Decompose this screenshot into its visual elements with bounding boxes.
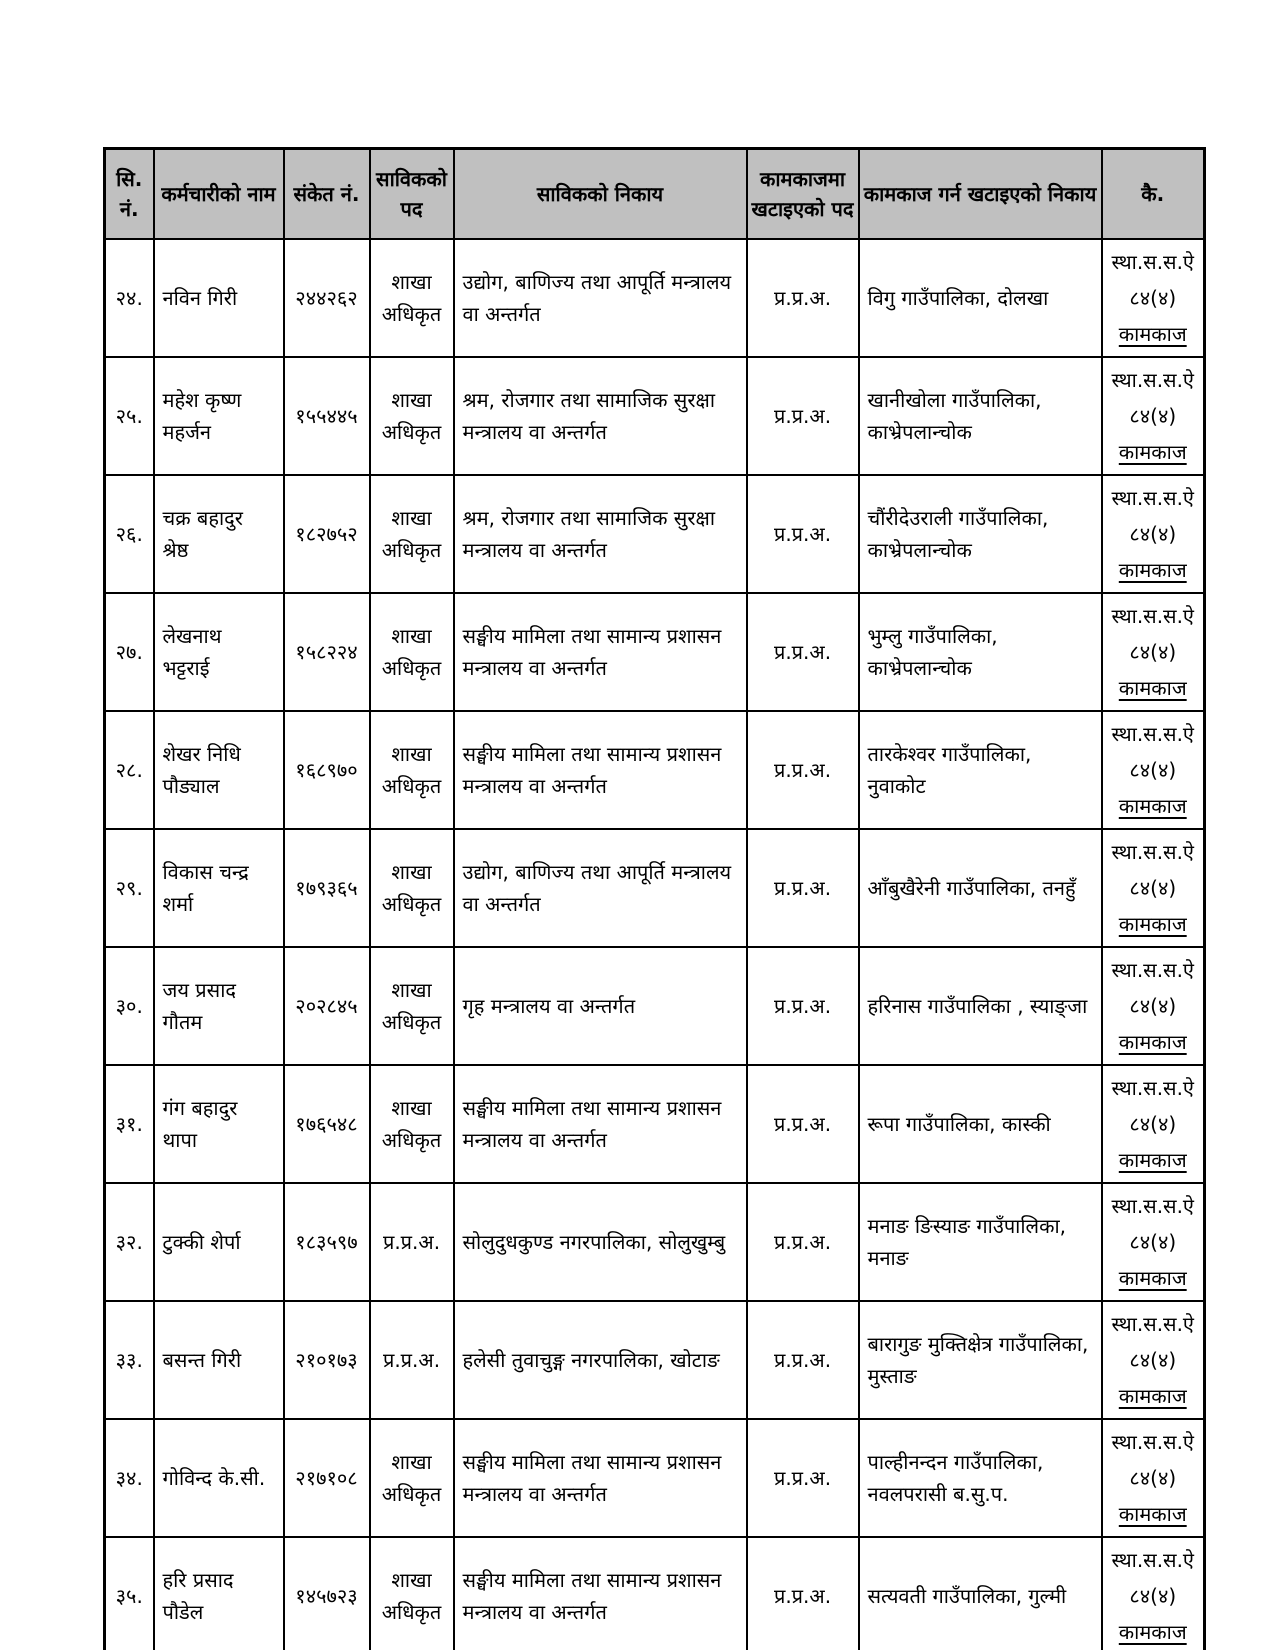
cell-code-number: १७९३६५ (284, 829, 370, 947)
cell-employee-name: गोविन्द के.सी. (154, 1419, 284, 1537)
remark-line: स्था.स.स.ऐ (1111, 367, 1194, 392)
remark-line: ८४(४) (1129, 875, 1177, 900)
cell-former-office: सङ्घीय मामिला तथा सामान्य प्रशासन मन्त्रालय वा अन्तर्गत (454, 593, 747, 711)
remark-line: ८४(४) (1129, 521, 1177, 546)
remark-line: स्था.स.स.ऐ (1111, 1075, 1194, 1100)
cell-former-office: सङ्घीय मामिला तथा सामान्य प्रशासन मन्त्रालय वा अन्तर्गत (454, 711, 747, 829)
cell-employee-name: बसन्त गिरी (154, 1301, 284, 1419)
table-row (105, 711, 1205, 829)
table-row (105, 1537, 1205, 1650)
cell-former-post: प्र.प्र.अ. (370, 1183, 454, 1301)
remark-line: ८४(४) (1129, 1111, 1177, 1136)
cell-remark (1102, 1301, 1205, 1419)
cell-assigned-post: प्र.प्र.अ. (747, 947, 859, 1065)
cell-former-post: शाखा अधिकृत (370, 711, 454, 829)
remark-line: कामकाज (1118, 1619, 1187, 1644)
cell-code-number: १८३५९७ (284, 1183, 370, 1301)
remark-line: ८४(४) (1129, 1583, 1177, 1608)
cell-former-post: शाखा अधिकृत (370, 239, 454, 357)
remark-line: कामकाज (1118, 675, 1187, 700)
cell-assigned-office: विगु गाउँपालिका, दोलखा (859, 239, 1102, 357)
header-code-number: संकेत नं. (284, 149, 370, 239)
cell-assigned-office: भुम्लु गाउँपालिका, काभ्रेपलान्चोक (859, 593, 1102, 711)
remark-line: ८४(४) (1129, 285, 1177, 310)
remark-line: स्था.स.स.ऐ (1111, 485, 1194, 510)
cell-former-office: सङ्घीय मामिला तथा सामान्य प्रशासन मन्त्रालय वा अन्तर्गत (454, 1419, 747, 1537)
header-row (105, 149, 1205, 239)
header-employee-name: कर्मचारीको नाम (154, 149, 284, 239)
cell-former-office: सङ्घीय मामिला तथा सामान्य प्रशासन मन्त्रालय वा अन्तर्गत (454, 1065, 747, 1183)
cell-remark (1102, 1419, 1205, 1537)
cell-former-office: हलेसी तुवाचुङ्ग नगरपालिका, खोटाङ (454, 1301, 747, 1419)
remark-line: स्था.स.स.ऐ (1111, 1193, 1194, 1218)
cell-employee-name: जय प्रसाद गौतम (154, 947, 284, 1065)
cell-code-number: २०२८४५ (284, 947, 370, 1065)
cell-assigned-post: प्र.प्र.अ. (747, 1183, 859, 1301)
table-row (105, 593, 1205, 711)
cell-employee-name: लेखनाथ भट्टराई (154, 593, 284, 711)
cell-employee-name: शेखर निधि पौड्याल (154, 711, 284, 829)
cell-assigned-post: प्र.प्र.अ. (747, 829, 859, 947)
cell-code-number: २४४२६२ (284, 239, 370, 357)
cell-serial-number: ३४. (105, 1419, 154, 1537)
cell-assigned-post: प्र.प्र.अ. (747, 475, 859, 593)
cell-assigned-post: प्र.प्र.अ. (747, 357, 859, 475)
header-former-office: साविकको निकाय (454, 149, 747, 239)
table-row (105, 475, 1205, 593)
cell-remark (1102, 1183, 1205, 1301)
cell-code-number: १५५४४५ (284, 357, 370, 475)
cell-serial-number: ३१. (105, 1065, 154, 1183)
cell-assigned-post: प्र.प्र.अ. (747, 711, 859, 829)
cell-employee-name: नविन गिरी (154, 239, 284, 357)
cell-former-office: श्रम, रोजगार तथा सामाजिक सुरक्षा मन्त्रालय वा अन्तर्गत (454, 357, 747, 475)
remark-line: कामकाज (1118, 793, 1187, 818)
cell-assigned-post: प्र.प्र.अ. (747, 593, 859, 711)
cell-remark (1102, 829, 1205, 947)
remark-line: कामकाज (1118, 557, 1187, 582)
cell-employee-name: विकास चन्द्र शर्मा (154, 829, 284, 947)
cell-serial-number: ३०. (105, 947, 154, 1065)
table-row (105, 1419, 1205, 1537)
cell-serial-number: २४. (105, 239, 154, 357)
header-serial-number: सि. नं. (105, 149, 154, 239)
cell-assigned-office: बारागुङ मुक्तिक्षेत्र गाउँपालिका, मुस्ताङ (859, 1301, 1102, 1419)
cell-former-post: शाखा अधिकृत (370, 1537, 454, 1650)
cell-former-post: शाखा अधिकृत (370, 829, 454, 947)
cell-code-number: २१०१७३ (284, 1301, 370, 1419)
remark-line: स्था.स.स.ऐ (1111, 721, 1194, 746)
cell-assigned-office: तारकेश्वर गाउँपालिका, नुवाकोट (859, 711, 1102, 829)
table-row (105, 1183, 1205, 1301)
cell-remark (1102, 475, 1205, 593)
table-header (105, 149, 1205, 239)
header-remark: कै. (1102, 149, 1205, 239)
cell-serial-number: २९. (105, 829, 154, 947)
cell-former-post: शाखा अधिकृत (370, 947, 454, 1065)
cell-employee-name: गंग बहादुर थापा (154, 1065, 284, 1183)
remark-line: स्था.स.स.ऐ (1111, 1547, 1194, 1572)
cell-former-post: शाखा अधिकृत (370, 1419, 454, 1537)
cell-assigned-office: रूपा गाउँपालिका, कास्की (859, 1065, 1102, 1183)
cell-assigned-office: सत्यवती गाउँपालिका, गुल्मी (859, 1537, 1102, 1650)
cell-former-post: शाखा अधिकृत (370, 1065, 454, 1183)
cell-code-number: १८२७५२ (284, 475, 370, 593)
cell-serial-number: ३२. (105, 1183, 154, 1301)
remark-line: ८४(४) (1129, 639, 1177, 664)
remark-line: कामकाज (1118, 1265, 1187, 1290)
cell-serial-number: २६. (105, 475, 154, 593)
remark-line: ८४(४) (1129, 403, 1177, 428)
cell-former-post: शाखा अधिकृत (370, 357, 454, 475)
cell-remark (1102, 239, 1205, 357)
cell-assigned-office: खानीखोला गाउँपालिका, काभ्रेपलान्चोक (859, 357, 1102, 475)
cell-former-office: उद्योग, बाणिज्य तथा आपूर्ति मन्त्रालय वा अन्तर्गत (454, 829, 747, 947)
cell-remark (1102, 711, 1205, 829)
remark-line: ८४(४) (1129, 1465, 1177, 1490)
remark-line: कामकाज (1118, 439, 1187, 464)
cell-assigned-office: पाल्हीनन्दन गाउँपालिका, नवलपरासी ब.सु.प. (859, 1419, 1102, 1537)
cell-assigned-office: चौंरीदेउराली गाउँपालिका, काभ्रेपलान्चोक (859, 475, 1102, 593)
remark-line: स्था.स.स.ऐ (1111, 249, 1194, 274)
cell-former-post: प्र.प्र.अ. (370, 1301, 454, 1419)
table-row (105, 239, 1205, 357)
remark-line: ८४(४) (1129, 757, 1177, 782)
cell-former-office: उद्योग, बाणिज्य तथा आपूर्ति मन्त्रालय वा अन्तर्गत (454, 239, 747, 357)
table-row (105, 357, 1205, 475)
header-assigned-post: कामकाजमा खटाइएको पद (747, 149, 859, 239)
cell-assigned-post: प्र.प्र.अ. (747, 1537, 859, 1650)
cell-code-number: २१७१०८ (284, 1419, 370, 1537)
table-body (105, 239, 1205, 1650)
cell-remark (1102, 1537, 1205, 1650)
cell-assigned-post: प्र.प्र.अ. (747, 1419, 859, 1537)
cell-assigned-office: हरिनास गाउँपालिका , स्याङ्जा (859, 947, 1102, 1065)
cell-serial-number: २७. (105, 593, 154, 711)
cell-former-office: सोलुदुधकुण्ड नगरपालिका, सोलुखुम्बु (454, 1183, 747, 1301)
remark-line: ८४(४) (1129, 993, 1177, 1018)
cell-assigned-post: प्र.प्र.अ. (747, 239, 859, 357)
cell-remark (1102, 357, 1205, 475)
cell-code-number: १५८२२४ (284, 593, 370, 711)
cell-remark (1102, 1065, 1205, 1183)
cell-serial-number: २५. (105, 357, 154, 475)
cell-former-post: शाखा अधिकृत (370, 475, 454, 593)
table-row (105, 947, 1205, 1065)
remark-line: स्था.स.स.ऐ (1111, 839, 1194, 864)
cell-assigned-post: प्र.प्र.अ. (747, 1065, 859, 1183)
remark-line: कामकाज (1118, 1029, 1187, 1054)
cell-serial-number: २८. (105, 711, 154, 829)
cell-employee-name: महेश कृष्ण महर्जन (154, 357, 284, 475)
cell-former-office: सङ्घीय मामिला तथा सामान्य प्रशासन मन्त्रालय वा अन्तर्गत (454, 1537, 747, 1650)
cell-former-office: श्रम, रोजगार तथा सामाजिक सुरक्षा मन्त्रालय वा अन्तर्गत (454, 475, 747, 593)
cell-former-office: गृह मन्त्रालय वा अन्तर्गत (454, 947, 747, 1065)
remark-line: ८४(४) (1129, 1229, 1177, 1254)
remark-line: स्था.स.स.ऐ (1111, 1311, 1194, 1336)
remark-line: स्था.स.स.ऐ (1111, 957, 1194, 982)
remark-line: स्था.स.स.ऐ (1111, 603, 1194, 628)
cell-assigned-post: प्र.प्र.अ. (747, 1301, 859, 1419)
remark-line: कामकाज (1118, 1383, 1187, 1408)
cell-serial-number: ३३. (105, 1301, 154, 1419)
cell-code-number: १७६५४८ (284, 1065, 370, 1183)
remark-line: ८४(४) (1129, 1347, 1177, 1372)
cell-code-number: १६८९७० (284, 711, 370, 829)
header-former-post: साविकको पद (370, 149, 454, 239)
cell-former-post: शाखा अधिकृत (370, 593, 454, 711)
staff-assignment-table (103, 147, 1206, 1650)
table-row (105, 1301, 1205, 1419)
cell-employee-name: चक्र बहादुर श्रेष्ठ (154, 475, 284, 593)
remark-line: कामकाज (1118, 1501, 1187, 1526)
header-assigned-office: कामकाज गर्न खटाइएको निकाय (859, 149, 1102, 239)
table-row (105, 1065, 1205, 1183)
remark-line: कामकाज (1118, 1147, 1187, 1172)
cell-code-number: १४५७२३ (284, 1537, 370, 1650)
cell-employee-name: टुक्की शेर्पा (154, 1183, 284, 1301)
table-row (105, 829, 1205, 947)
remark-line: स्था.स.स.ऐ (1111, 1429, 1194, 1454)
cell-remark (1102, 947, 1205, 1065)
remark-line: कामकाज (1118, 911, 1187, 936)
cell-employee-name: हरि प्रसाद पौडेल (154, 1537, 284, 1650)
remark-line: कामकाज (1118, 321, 1187, 346)
cell-assigned-office: मनाङ ङिस्याङ गाउँपालिका, मनाङ (859, 1183, 1102, 1301)
cell-serial-number: ३५. (105, 1537, 154, 1650)
cell-assigned-office: आँबुखैरेनी गाउँपालिका, तनहुँ (859, 829, 1102, 947)
cell-remark (1102, 593, 1205, 711)
